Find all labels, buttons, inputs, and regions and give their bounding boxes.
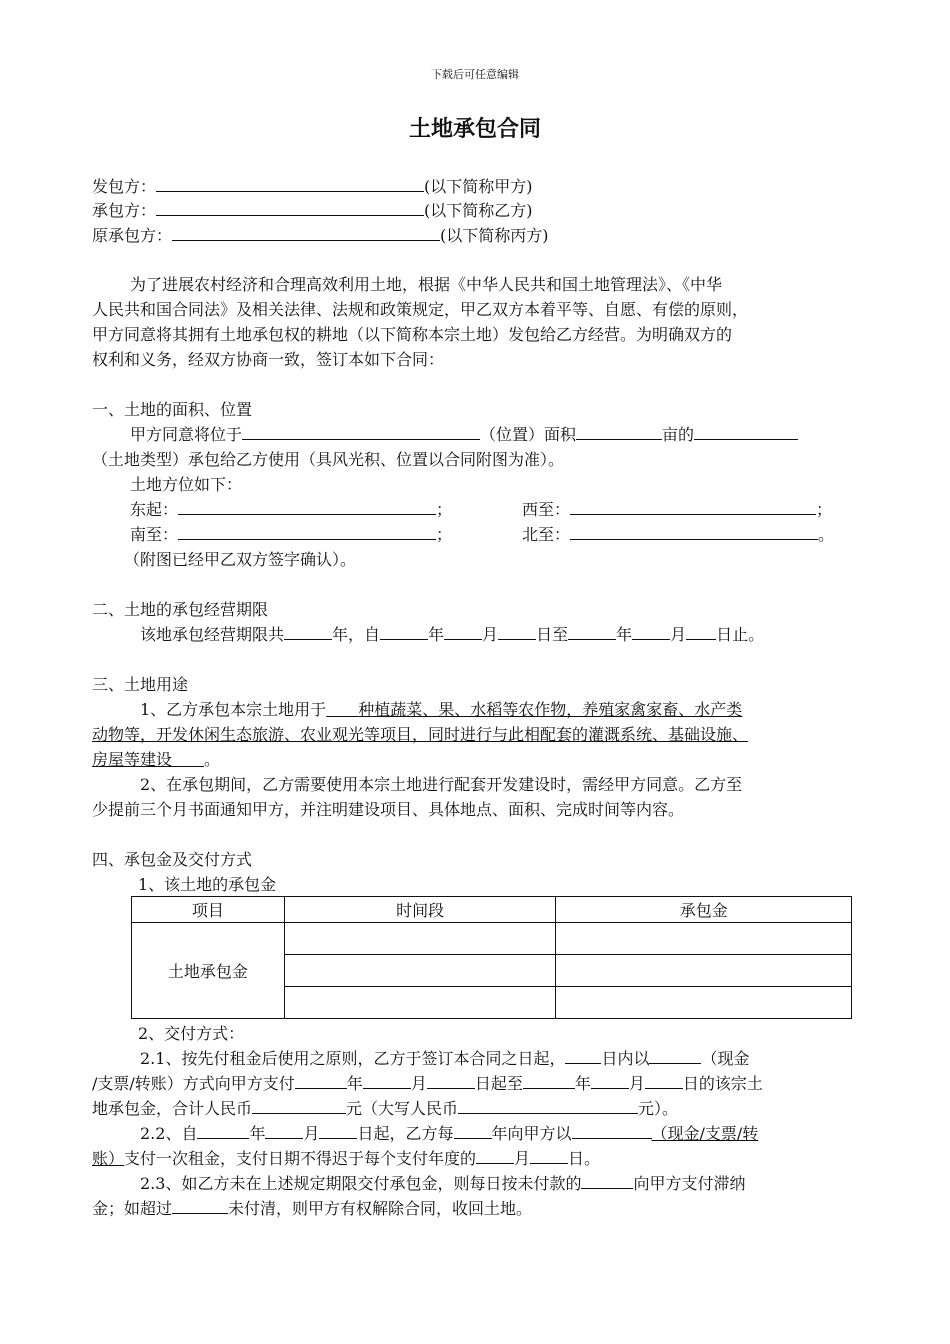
party-original-line: 原承包方： (以下简称丙方) <box>92 226 549 245</box>
table-header-row <box>132 897 852 923</box>
section-4-heading: 四、承包金及交付方式 <box>92 850 253 869</box>
p22-every-years-blank[interactable] <box>454 1122 492 1139</box>
p21-to-month-blank[interactable] <box>591 1072 629 1089</box>
p23-line-2: 金；如超过 未付清，则甲方有权解除合同，收回土地。 <box>92 1199 533 1218</box>
s3-p1-line-3: 房屋等建设 。 <box>92 750 221 769</box>
p22-year-blank[interactable] <box>197 1122 249 1139</box>
east-line: 东起： ； <box>130 500 453 519</box>
original-blank[interactable] <box>172 224 440 241</box>
p21-to-day-blank[interactable] <box>645 1072 683 1089</box>
s4-sub-1: 1、该土地的承包金 <box>138 875 277 894</box>
p21-from-month-blank[interactable] <box>363 1072 411 1089</box>
intro-line: 权利和义务，经双方协商一致，签订本如下合同： <box>92 350 445 369</box>
amount-cell[interactable] <box>556 923 852 955</box>
west-line: 西至： ； <box>522 500 833 519</box>
method-blank[interactable] <box>649 1047 701 1064</box>
s4-sub-2: 2、交付方式： <box>138 1024 245 1043</box>
p21-from-day-blank[interactable] <box>427 1072 475 1089</box>
p22-line-2: 账）支付一次租金，支付日期不得迟于每个支付年度的 月 日。 <box>92 1149 601 1168</box>
start-year-blank[interactable] <box>380 623 428 640</box>
table-row <box>132 923 852 955</box>
location-blank[interactable] <box>242 423 480 440</box>
s1-location-line: 甲方同意将位于 （位置）面积 亩的 <box>130 423 798 447</box>
intro-line: 人民共和国合同法》及相关法律、法规和政策规定，甲乙双方本着平等、自愿、有偿的原则， <box>92 300 749 319</box>
start-month-blank[interactable] <box>444 623 482 640</box>
col-header-period: 时间段 <box>284 897 556 923</box>
issuer-blank[interactable] <box>156 175 424 192</box>
term-years-blank[interactable] <box>284 623 332 640</box>
end-year-blank[interactable] <box>568 623 616 640</box>
p21-line-3: 地承包金，合计人民币 元（大写人民币 元）。 <box>92 1099 679 1118</box>
end-month-blank[interactable] <box>632 623 670 640</box>
south-line: 南至： ； <box>130 525 453 544</box>
intro-line: 为了进展农村经济和合理高效利用土地，根据《中华人民共和国土地管理法》、《中华 <box>130 275 723 294</box>
s3-p1-line-2: 动物等，开发休闲生态旅游、农业观光等项目，同时进行与此相配套的灌溉系统、基础设施、 <box>92 725 749 744</box>
s3-p2-line-1: 2、在承包期间，乙方需要使用本宗土地进行配套开发建设时，需经甲方同意。乙方至 <box>140 775 743 794</box>
late-fee-rate-blank[interactable] <box>581 1172 633 1189</box>
s1-line-3: 土地方位如下： <box>130 475 243 494</box>
col-header-amount: 承包金 <box>556 897 852 923</box>
p22-line-1: 2.2、自 年 月 日起，乙方每 年向甲方以 （现金/支票/转 <box>140 1124 759 1143</box>
total-amount-blank[interactable] <box>252 1097 346 1114</box>
section-1-heading: 一、土地的面积、位置 <box>92 400 253 419</box>
period-cell[interactable] <box>284 987 556 1019</box>
p22-month-blank[interactable] <box>265 1122 303 1139</box>
p22-pay-day-blank[interactable] <box>530 1147 568 1164</box>
period-cell[interactable] <box>284 923 556 955</box>
s3-p2-line-2: 少提前三个月书面通知甲方，并注明建设项目、具体地点、面积、完成时间等内容。 <box>92 800 685 819</box>
s2-term-line: 该地承包经营期限共 年，自 年 月 日至 年 月 日止。 <box>140 625 765 644</box>
total-amount-words-blank[interactable] <box>458 1097 638 1114</box>
fee-table <box>131 896 852 1019</box>
land-type-blank[interactable] <box>694 423 798 440</box>
period-cell[interactable] <box>284 955 556 987</box>
p21-line-1: 2.1、按先付租金后使用之原则，乙方于签订本合同之日起， 日内以 （现金 <box>140 1049 750 1068</box>
north-line: 北至： 。 <box>522 525 835 544</box>
area-blank[interactable] <box>576 423 662 440</box>
p22-method-blank[interactable] <box>572 1122 652 1139</box>
overdue-period-blank[interactable] <box>172 1197 228 1214</box>
p21-from-year-blank[interactable] <box>295 1072 347 1089</box>
contractor-blank[interactable] <box>156 199 424 216</box>
amount-cell[interactable] <box>556 955 852 987</box>
s1-note: （附图已经甲乙双方签字确认）。 <box>124 550 357 569</box>
party-contractor-line: 承包方： (以下简称乙方) <box>92 201 533 220</box>
north-blank[interactable] <box>570 523 818 540</box>
section-2-heading: 二、土地的承包经营期限 <box>92 600 269 619</box>
s3-p1-line-1: 1、乙方承包本宗土地用于 种植蔬菜、果、水稻等农作物，养殖家禽家畜、水产类 <box>140 700 743 719</box>
section-3-heading: 三、土地用途 <box>92 675 189 694</box>
party-issuer-line: 发包方： (以下简称甲方) <box>92 177 533 196</box>
east-blank[interactable] <box>178 498 436 515</box>
row-label-fee: 土地承包金 <box>132 923 285 1019</box>
west-blank[interactable] <box>570 498 816 515</box>
end-day-blank[interactable] <box>686 623 716 640</box>
p21-to-year-blank[interactable] <box>523 1072 575 1089</box>
page-title: 土地承包合同 <box>408 116 541 142</box>
days-blank[interactable] <box>565 1047 601 1064</box>
s1-line-2: （土地类型）承包给乙方使用（具风光积、位置以合同附图为准）。 <box>92 450 565 469</box>
p21-line-2: /支票/转账）方式向甲方支付 年 月 日起至 年 月 日的该宗土 <box>92 1074 763 1093</box>
p23-line-1: 2.3、如乙方未在上述规定期限交付承包金，则每日按未付款的 向甲方支付滞纳 <box>140 1174 746 1193</box>
p22-day-blank[interactable] <box>319 1122 357 1139</box>
start-day-blank[interactable] <box>498 623 536 640</box>
col-header-item: 项目 <box>132 897 285 923</box>
south-blank[interactable] <box>178 523 436 540</box>
p22-pay-month-blank[interactable] <box>476 1147 514 1164</box>
header-note: 下载后可任意编辑 <box>431 68 519 81</box>
intro-line: 甲方同意将其拥有土地承包权的耕地（以下简称本宗土地）发包给乙方经营。为明确双方的 <box>92 325 733 344</box>
amount-cell[interactable] <box>556 987 852 1019</box>
